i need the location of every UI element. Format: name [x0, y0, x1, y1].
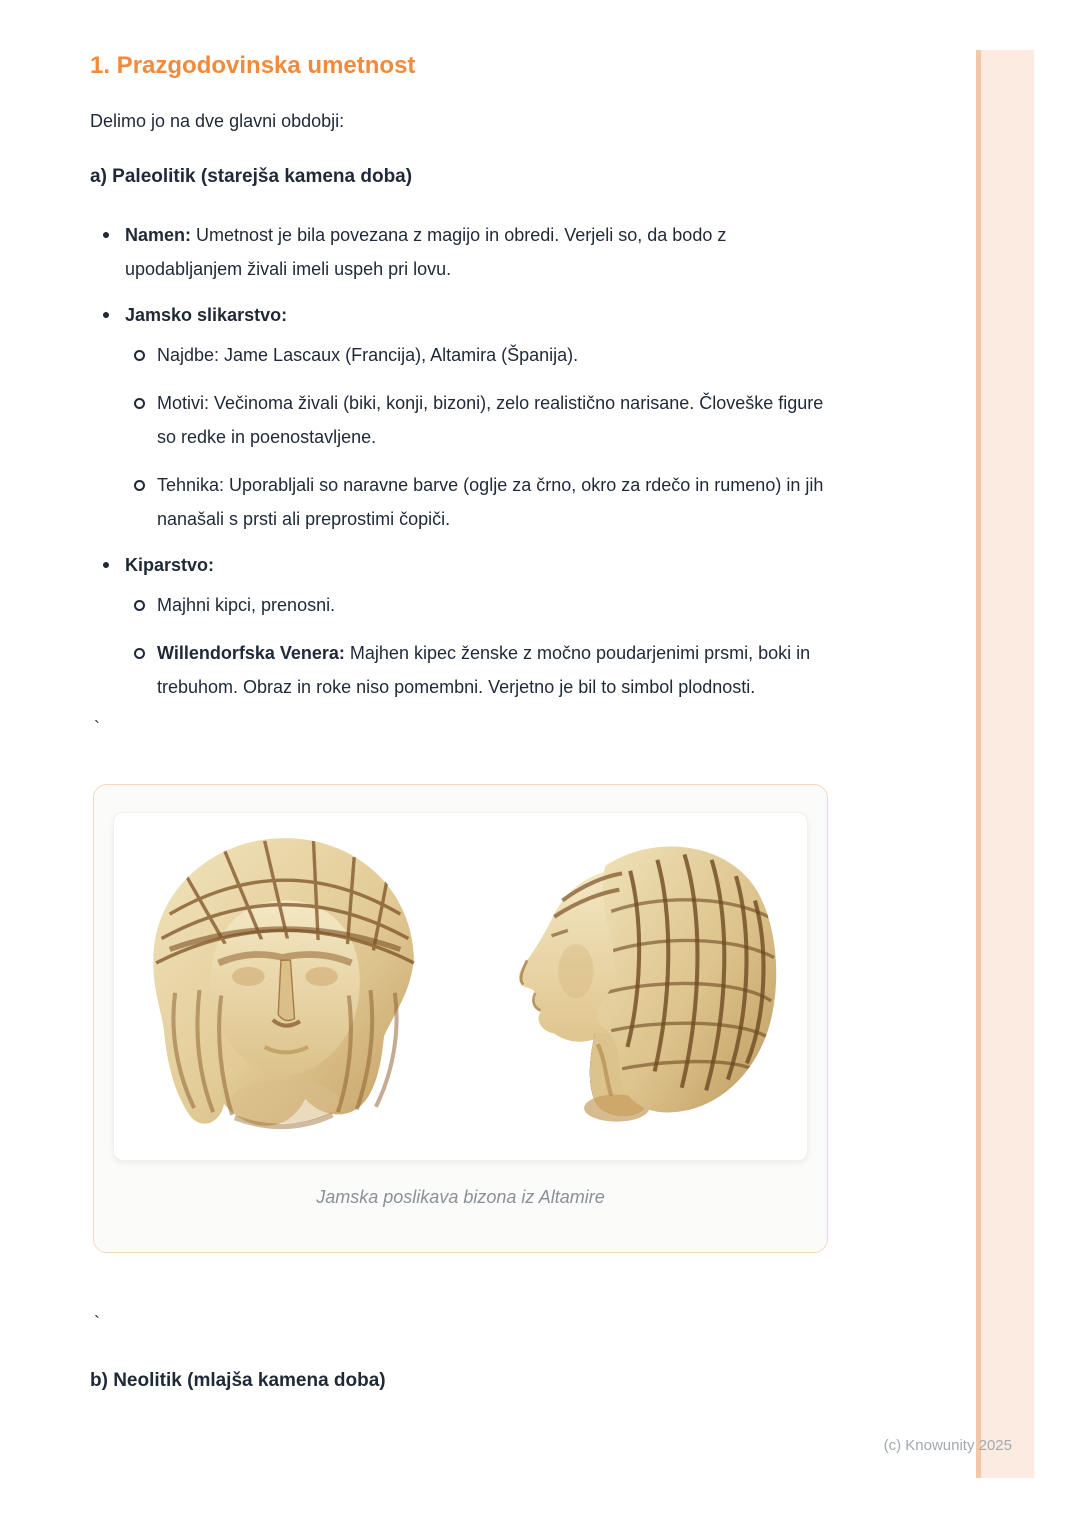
bullet-dot-icon	[103, 562, 109, 568]
figure-caption: Jamska poslikava bizona iz Altamire	[316, 1186, 605, 1207]
figure-card	[93, 784, 828, 1253]
list-item	[125, 218, 830, 286]
figurine-photo	[113, 812, 808, 1161]
list-item	[157, 468, 830, 536]
list-item-text: Tehnika: Uporabljali so naravne barve (oglje za črno, okro za rdečo in rumeno) in jih nanašali s prsti ali preprostimi čopiči.	[157, 474, 824, 529]
list-item	[125, 548, 830, 704]
list-item	[157, 588, 830, 622]
paleolitik-list	[90, 218, 830, 704]
list-item-text: Majhni kipci, prenosni.	[157, 594, 336, 615]
kiparstvo-sublist	[125, 588, 830, 704]
list-item-text: Motivi: Večinoma živali (biki, konji, bizoni), zelo realistično narisane. Človeške figure so redke in poenostavljene.	[157, 392, 824, 447]
list-item-text: Majhen kipec ženske z močno poudarjenimi prsmi, boki in trebuhom. Obraz in roke niso pomembni. Verjetno je bil to simbol plodnosti.	[157, 642, 811, 697]
list-item-text: Umetnost je bila povezana z magijo in obredi. Verjeli so, da bodo z upodabljanjem živali imeli uspeh pri lovu.	[125, 224, 727, 279]
bullet-dot-icon	[103, 232, 109, 238]
list-item-label: Kiparstvo:	[125, 554, 215, 575]
list-item-text: Najdbe: Jame Lascaux (Francija), Altamira (Španija).	[157, 344, 579, 365]
intro-paragraph: Delimo jo na dve glavni obdobji:	[90, 110, 345, 131]
list-item	[125, 298, 830, 536]
list-item-label: Willendorfska Venera:	[157, 642, 345, 663]
page-title: 1. Prazgodovinska umetnost	[90, 52, 416, 79]
bullet-circle-icon	[134, 398, 145, 409]
copyright-note: (c) Knowunity 2025	[883, 1437, 1012, 1454]
list-item	[157, 636, 830, 704]
list-item	[157, 338, 830, 372]
figurine-profile-image	[481, 830, 793, 1142]
list-item-label: Jamsko slikarstvo:	[125, 304, 288, 325]
list-item-label: Namen:	[125, 224, 192, 245]
bullet-circle-icon	[134, 350, 145, 361]
list-item	[157, 386, 830, 454]
jamsko-sublist	[125, 338, 830, 536]
stray-backtick: `	[94, 717, 100, 738]
stray-backtick: `	[94, 1312, 100, 1333]
section-b-heading: b) Neolitik (mlajša kamena doba)	[90, 1369, 386, 1391]
section-a-heading: a) Paleolitik (starejša kamena doba)	[90, 165, 413, 187]
figurine-front-image	[129, 830, 441, 1142]
bullet-circle-icon	[134, 648, 145, 659]
bullet-circle-icon	[134, 480, 145, 491]
bullet-circle-icon	[134, 600, 145, 611]
bullet-dot-icon	[103, 312, 109, 318]
